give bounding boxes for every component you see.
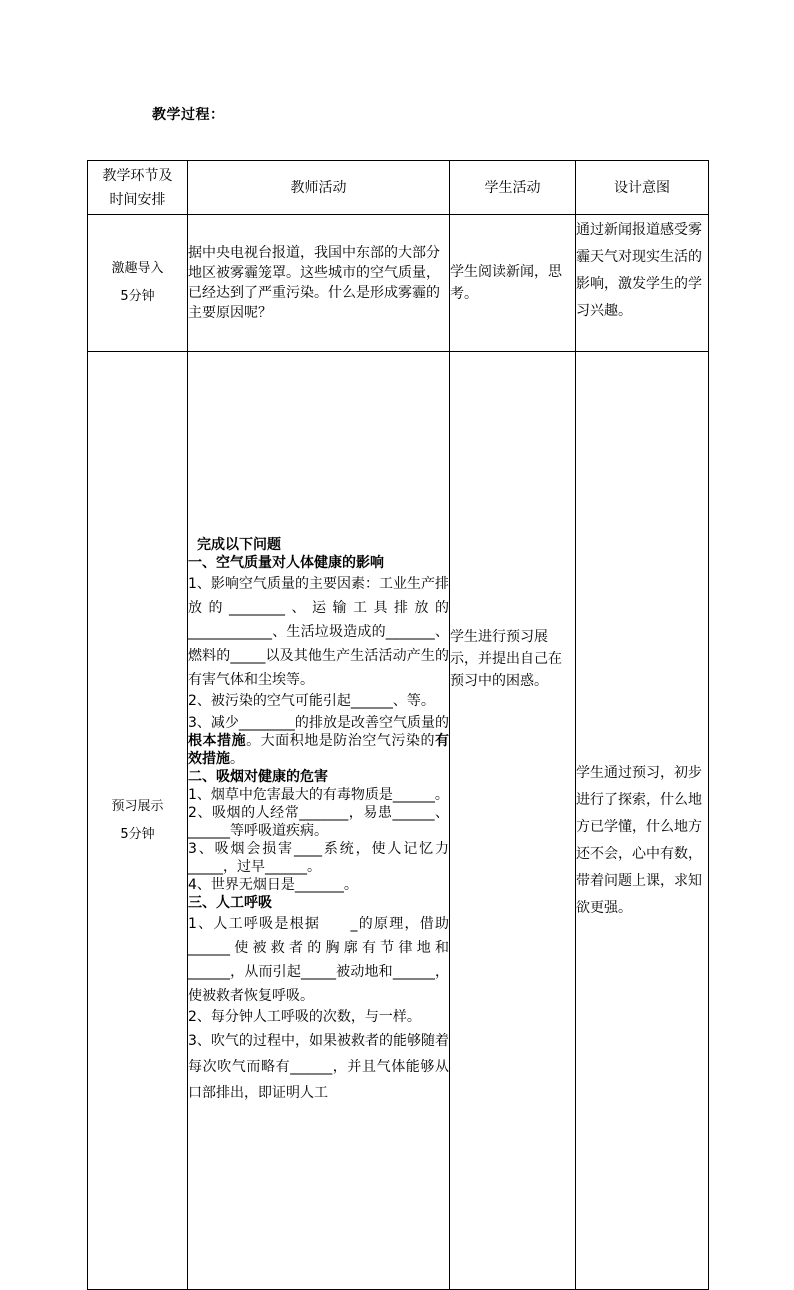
- section-heading: 三、人工呼吸: [188, 894, 272, 911]
- question: 2、每分钟人工呼吸的次数，与一样。: [188, 1008, 421, 1025]
- question: 3、吸烟会损害____系统，使人记忆力_____，过早______。: [188, 840, 449, 875]
- question: 1、烟草中危害最大的有毒物质是______。: [188, 786, 449, 803]
- question: 4、世界无烟日是_______。: [188, 876, 358, 893]
- section-heading: 二、吸烟对健康的危害: [188, 768, 328, 785]
- header-stage-line2: 时间安排: [109, 191, 166, 208]
- section-heading: 一、空气质量对人体健康的影响: [188, 554, 384, 571]
- table-row: [88, 352, 709, 1290]
- page-title: 教学过程：: [152, 107, 225, 123]
- question: [188, 714, 449, 768]
- question: 1、影响空气质量的主要因素：工业生产排放的________、运输工具排放的____________、生活垃圾造成的_______、燃料的_____以及其他生产生活活动产生的有害气体和尘埃等。: [188, 575, 449, 688]
- header-student: 学生活动: [450, 161, 576, 215]
- stage-name: 激趣导入: [111, 261, 164, 276]
- question: 3、吹气的过程中，如果被救者的能够随着每次吹气而略有______，并且气体能够从口部排出，即证明人工: [188, 1032, 449, 1101]
- table-header-row: [88, 161, 709, 215]
- header-teacher: 教师活动: [188, 161, 450, 215]
- teaching-process-table: [87, 160, 709, 1290]
- stage-cell: [88, 215, 188, 352]
- emphasis-text: 有效措施: [188, 732, 450, 767]
- stage-name: 预习展示: [111, 798, 164, 814]
- stage-time: 5分钟: [120, 826, 155, 842]
- question: 2、被污染的空气可能引起______、等。: [188, 692, 435, 709]
- teacher-activity: [188, 352, 450, 1290]
- header-stage: [88, 161, 188, 215]
- stage-cell: [88, 352, 188, 1290]
- header-design: 设计意图: [576, 161, 709, 215]
- stage-time: 5分钟: [120, 289, 155, 304]
- header-stage-line1: 教学环节及: [102, 167, 173, 184]
- design-intent: 通过新闻报道感受雾霾天气对现实生活的影响，激发学生的学习兴趣。: [576, 215, 709, 352]
- student-activity: 学生进行预习展示，并提出自己在预习中的困惑。: [450, 352, 576, 1290]
- question: 1、人工呼吸是根据 _的原理，借助______使被救者的胸廓有节律地和______，从而引起_____被动地和______，使被救者恢复呼吸。: [188, 915, 449, 1004]
- question-text: 3、减少________的排放是改善空气质量的: [188, 714, 449, 731]
- emphasis-text: 根本措施: [188, 732, 247, 749]
- table-row: [88, 215, 709, 352]
- question: 2、吸烟的人经常_______，易患______、______等呼吸道疾病。: [188, 804, 449, 839]
- design-intent: 学生通过预习，初步进行了探索，什么地方已学懂，什么地方还不会，心中有数，带着问题上课，求知欲更强。: [576, 352, 709, 1290]
- student-activity: 学生阅读新闻，思考。: [450, 215, 576, 352]
- teacher-activity: 据中央电视台报道，我国中东部的大部分地区被雾霾笼罩。这些城市的空气质量，已经达到了严重污染。什么是形成雾霾的主要原因呢？: [188, 215, 450, 352]
- question-text: 。大面积地是防治空气污染的: [246, 732, 436, 749]
- intro-heading: 完成以下问题: [197, 536, 281, 553]
- question-text: 。: [230, 750, 244, 767]
